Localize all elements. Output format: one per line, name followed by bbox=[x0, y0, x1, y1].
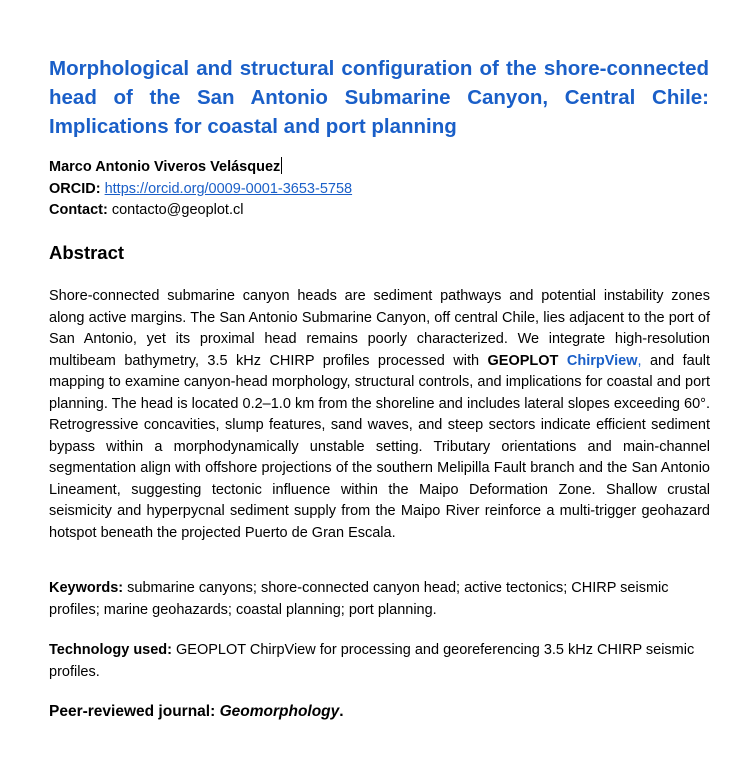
journal-name: Geomorphology bbox=[219, 703, 340, 720]
abstract-text bbox=[49, 286, 710, 544]
orcid-label: ORCID: bbox=[49, 180, 101, 197]
orcid-link[interactable]: https://orcid.org/0009-0001-3653-5758 bbox=[104, 180, 353, 197]
abstract-part1: Shore-connected submarine canyon heads are sediment pathways and potential instability zones along active margins. The San Antonio Submarine Canyon, off central Chile, lies adjacent to the port of San Antonio, yet its proximal head remains poorly characterized. We integrate high-resolution multibeam bathymetry, 3.5 kHz CHIRP profiles processed with bbox=[49, 288, 710, 369]
journal-line bbox=[49, 701, 344, 723]
text-cursor bbox=[281, 157, 282, 174]
contact-label: Contact: bbox=[49, 202, 108, 218]
abstract-part2: and fault mapping to examine canyon-head morphology, structural controls, and implications for coastal and port planning. The head is located 0.2–1.0 km from the shoreline and includes lateral slopes exceeding 60°. Retrogressive concavities, slump features, sand waves, and steep sectors indicate efficient sediment bypass within a morphodynamically unstable setting. Tributary orientations and main-channel segmentation align with offshore projections of the southern Melipilla Fault branch and the San Antonio Lineament, suggesting tectonic influence within the Maipo Deformation Zone. Shallow crustal seismicity and hyperpycnal sediment supply from the Maipo River reinforce a multi-trigger geohazard hotspot beneath the projected Puerto de Gran Escala. bbox=[49, 352, 711, 541]
author-name: Marco Antonio Viveros Velásquez bbox=[49, 159, 281, 175]
abstract-brand: GEOPLOT bbox=[487, 352, 559, 369]
paper-title: Morphological and structural configuration of the shore-connected head of the San Antonio Submarine Canyon, Central Chile: Implications for coastal and port planning bbox=[49, 57, 709, 138]
abstract-heading: Abstract bbox=[49, 242, 125, 263]
journal-label: Peer-reviewed journal: bbox=[49, 703, 216, 720]
technology-used bbox=[49, 640, 710, 683]
keywords bbox=[49, 578, 710, 621]
contact-email: contacto@geoplot.cl bbox=[111, 202, 244, 218]
journal-end: . bbox=[339, 703, 344, 720]
abstract-product: ChirpView bbox=[566, 352, 638, 369]
technology-text: GEOPLOT ChirpView for processing and georeferencing 3.5 kHz CHIRP seismic profiles. bbox=[49, 642, 695, 680]
author-row bbox=[49, 157, 709, 179]
keywords-label: Keywords: bbox=[49, 580, 124, 596]
author-block bbox=[49, 157, 709, 222]
keywords-text: submarine canyons; shore-connected canyon head; active tectonics; CHIRP seismic profiles; marine geohazards; coastal planning; port planning. bbox=[49, 580, 669, 618]
abstract-comma: , bbox=[637, 352, 642, 369]
contact-row bbox=[49, 200, 709, 222]
technology-label: Technology used: bbox=[49, 642, 172, 658]
orcid-row bbox=[49, 179, 709, 201]
